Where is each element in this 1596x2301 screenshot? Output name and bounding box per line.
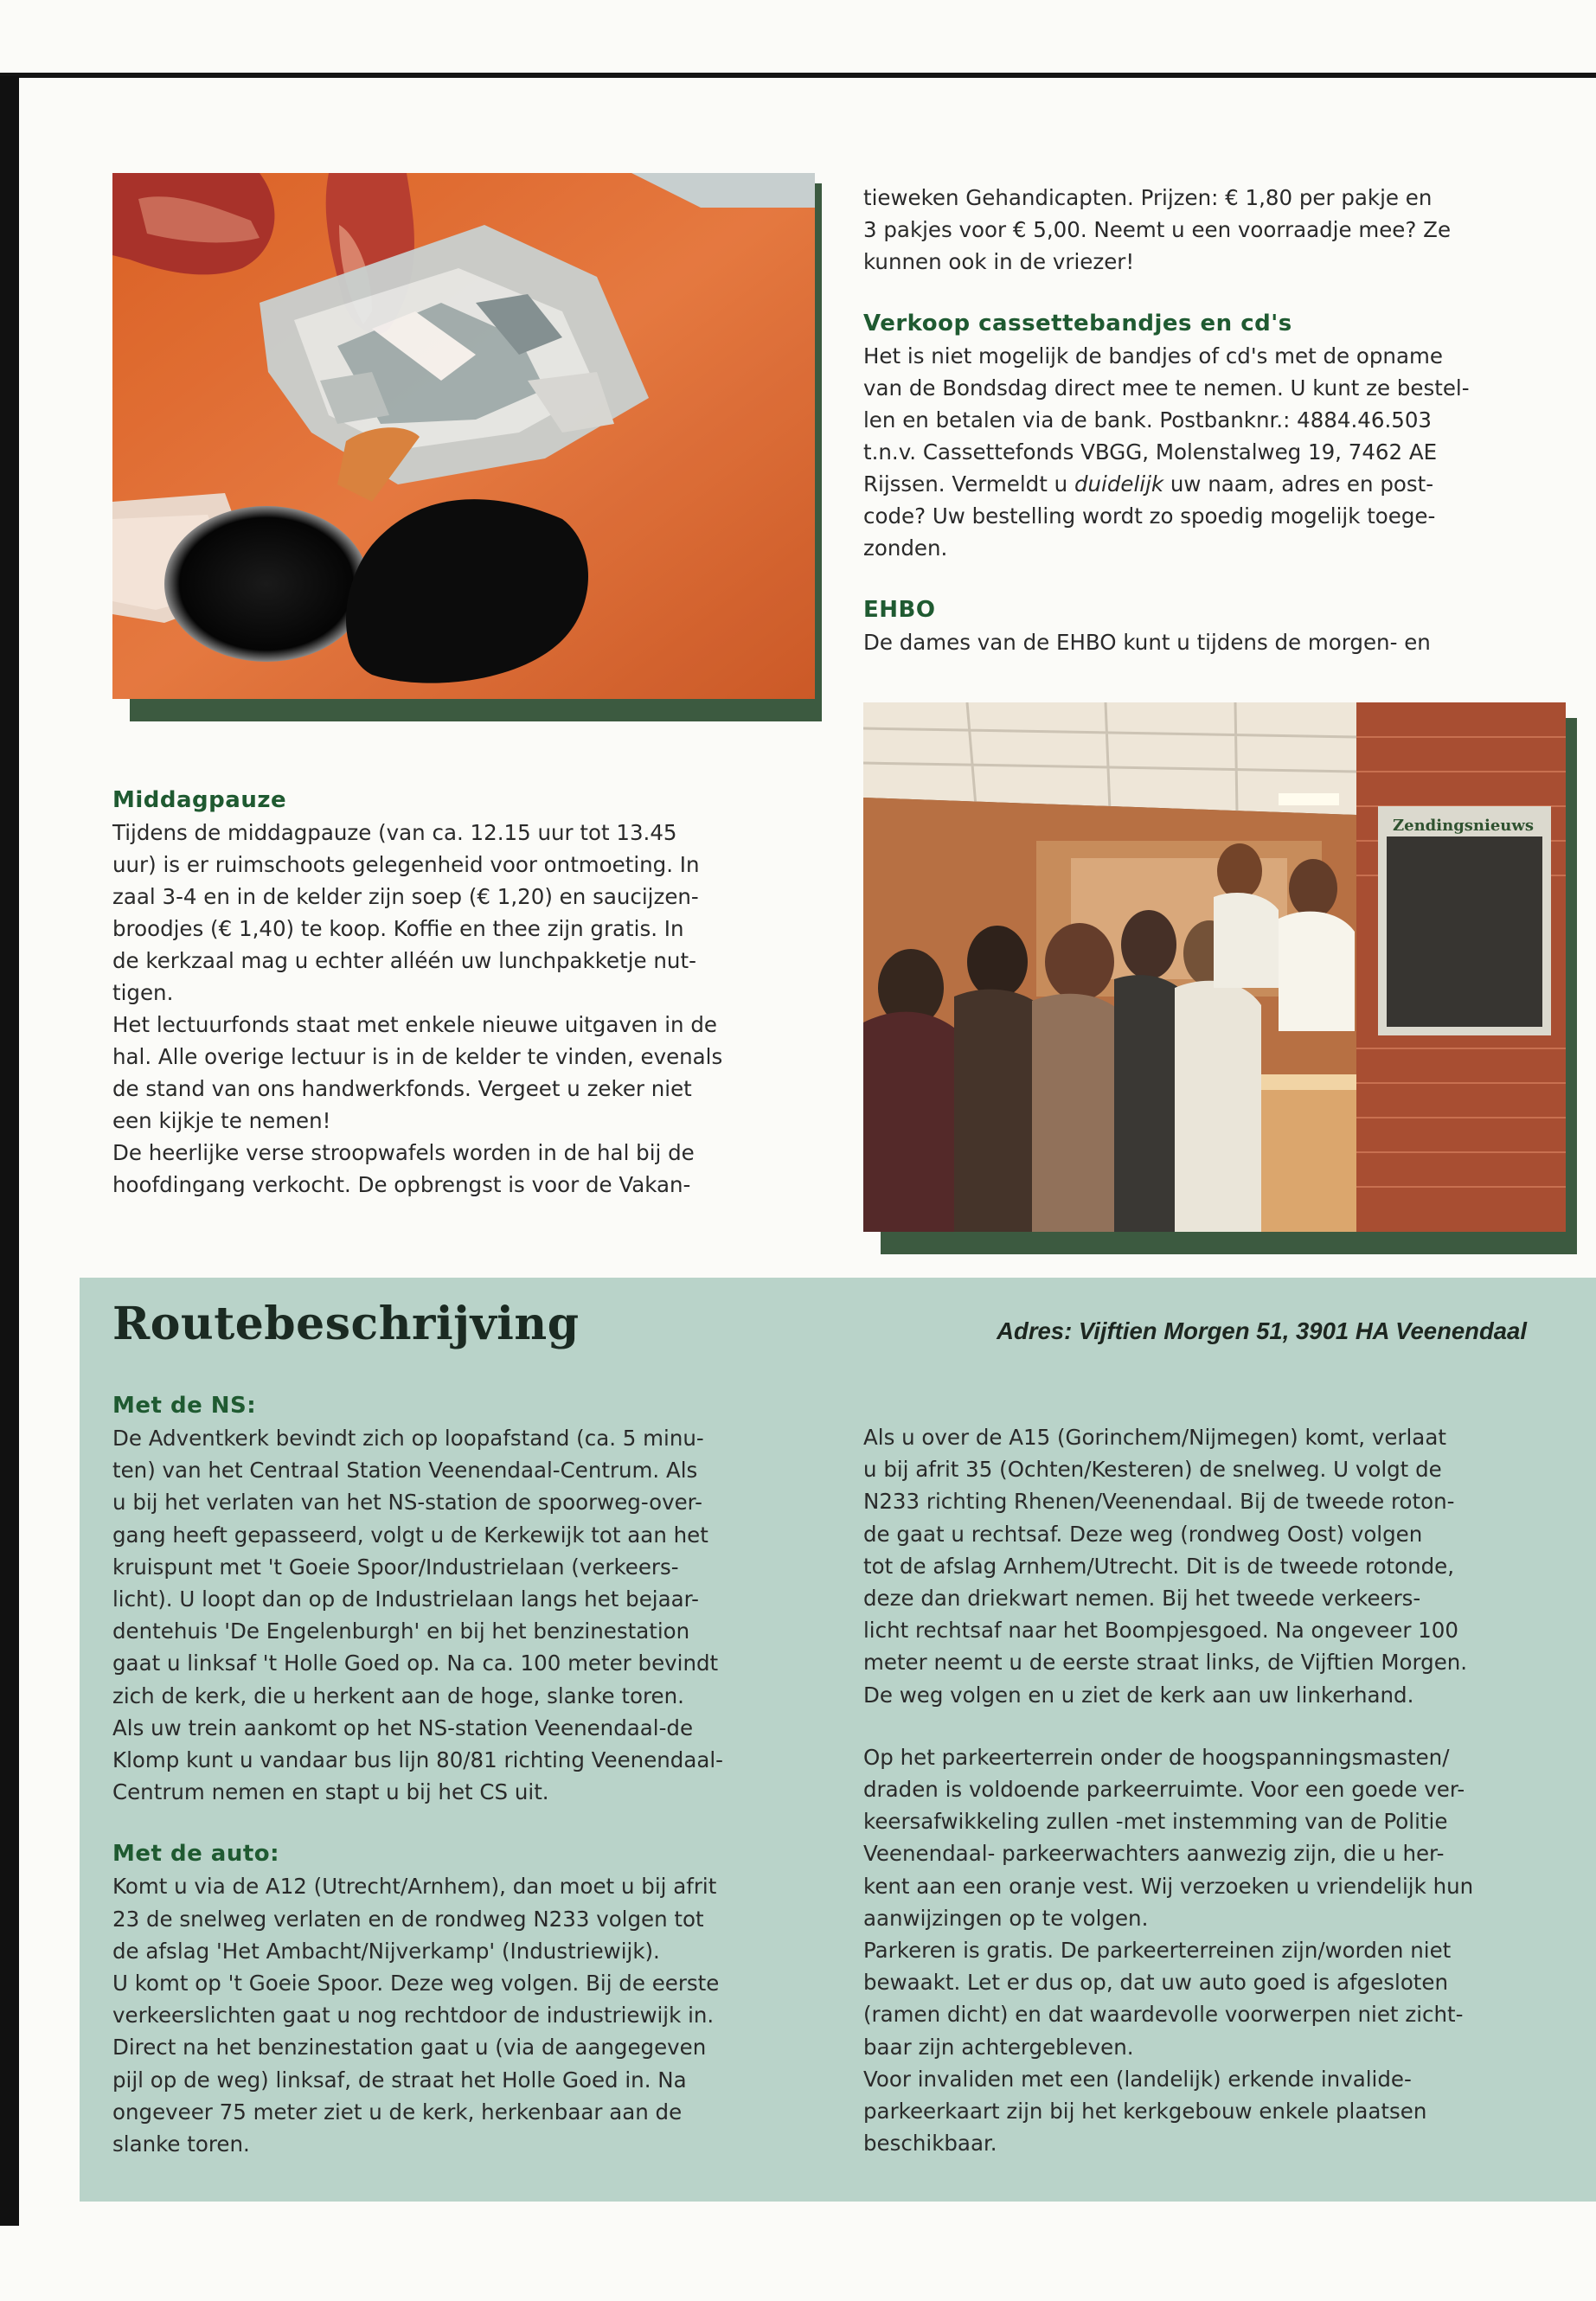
text-line: t.n.v. Cassettefonds VBGG, Molenstalweg 19, 7462 AE: [863, 439, 1438, 465]
text-line: De Adventkerk bevindt zich op loopafstand (ca. 5 minu-: [112, 1426, 704, 1451]
text-line: van de Bondsdag direct mee te nemen. U kunt ze bestel-: [863, 375, 1470, 401]
hall-photo: [863, 702, 1566, 1232]
text-span: Rijssen. Vermeldt u: [863, 471, 1074, 497]
text-line: hal. Alle overige lectuur is in de kelder te vinden, evenals: [112, 1044, 723, 1069]
cassette-heading: Verkoop cassettebandjes en cd's: [863, 311, 1292, 336]
text-line: Klomp kunt u vandaar bus lijn 80/81 richting Veenendaal-: [112, 1747, 724, 1773]
text-line: licht rechtsaf naar het Boompjesgoed. Na ongeveer 100: [863, 1618, 1458, 1644]
text-line: [863, 468, 1573, 500]
text-line: (ramen dicht) en dat waardevolle voorwerpen niet zicht-: [863, 2002, 1464, 2028]
text-line: kruispunt met 't Goeie Spoor/Industrielaan (verkeers-: [112, 1554, 679, 1580]
route-left-column: [112, 1390, 822, 2160]
route-right-column: [863, 1421, 1573, 2159]
text-line: U komt op 't Goeie Spoor. Deze weg volgen. Bij de eerste: [112, 1971, 720, 1997]
text-line: zaal 3-4 en in de kelder zijn soep (€ 1,20) en saucijzen-: [112, 884, 699, 909]
text-line: ongeveer 75 meter ziet u de kerk, herkenbaar aan de: [112, 2099, 683, 2125]
text-line: hoofdingang verkocht. De opbrengst is voor de Vakan-: [112, 1172, 691, 1197]
text-line: len en betalen via de bank. Postbanknr.: 4884.46.503: [863, 407, 1432, 433]
binding-edge: [0, 76, 19, 2226]
hall-photo-image: [863, 702, 1566, 1232]
route-title: Routebeschrijving: [112, 1298, 580, 1350]
zendingsnieuws-sign: Zendingsnieuws: [1393, 817, 1535, 835]
text-line: Als u over de A15 (Gorinchem/Nijmegen) komt, verlaat: [863, 1425, 1446, 1450]
text-line: Als uw trein aankomt op het NS-station Veenendaal-de: [112, 1715, 694, 1740]
text-line: kent aan een oranje vest. Wij verzoeken u vriendelijk hun: [863, 1873, 1474, 1899]
text-line: licht). U loopt dan op de Industrielaan langs het bejaar-: [112, 1586, 699, 1612]
text-line: Tijdens de middagpauze (van ca. 12.15 uur tot 13.45: [112, 820, 677, 845]
text-line: de kerkzaal mag u echter alléén uw lunchpakketje nut-: [112, 948, 696, 973]
emphasis-duidelijk: duidelijk: [1074, 471, 1164, 497]
text-line: tigen.: [112, 980, 174, 1005]
text-line: Centrum nemen en stapt u bij het CS uit.: [112, 1779, 549, 1805]
text-line: de afslag 'Het Ambacht/Nijverkamp' (Industriewijk).: [112, 1938, 660, 1964]
text-line: meter neemt u de eerste straat links, de Vijftien Morgen.: [863, 1650, 1468, 1676]
text-span: uw naam, adres en post-: [1163, 471, 1434, 497]
text-line: 23 de snelweg verlaten en de rondweg N233 volgen tot: [112, 1906, 704, 1932]
text-line: gaat u linksaf 't Holle Goed op. Na ca. 100 meter bevindt: [112, 1650, 719, 1676]
text-line: Veenendaal- parkeerwachters aanwezig zijn, die u her-: [863, 1841, 1445, 1867]
text-line: code? Uw bestelling wordt zo spoedig mogelijk toege-: [863, 503, 1436, 529]
text-line: De weg volgen en u ziet de kerk aan uw linkerhand.: [863, 1682, 1414, 1708]
text-line: parkeerkaart zijn bij het kerkgebouw enkele plaatsen: [863, 2099, 1427, 2125]
text-line: keersafwikkeling zullen -met instemming van de Politie: [863, 1809, 1448, 1835]
middagpauze-heading: Middagpauze: [112, 787, 287, 813]
text-line: draden is voldoende parkeerruimte. Voor een goede ver-: [863, 1777, 1465, 1803]
text-line: dentehuis 'De Engelenburgh' en bij het benzinestation: [112, 1618, 690, 1644]
route-address: Adres: Vijftien Morgen 51, 3901 HA Veenendaal: [997, 1317, 1527, 1344]
text-line: N233 richting Rhenen/Veenendaal. Bij de tweede roton-: [863, 1489, 1455, 1515]
top-rule: [0, 73, 1596, 78]
middagpauze-section: [112, 785, 822, 1201]
auto-heading: Met de auto:: [112, 1841, 280, 1868]
text-line: De heerlijke verse stroopwafels worden in de hal bij de: [112, 1140, 695, 1165]
text-line: slanke toren.: [112, 2131, 250, 2157]
text-line: De dames van de EHBO kunt u tijdens de morgen- en: [863, 630, 1431, 655]
text-line: Komt u via de A12 (Utrecht/Arnhem), dan moet u bij afrit: [112, 1874, 717, 1900]
text-line: pijl op de weg) linksaf, de straat het Holle Goed in. Na: [112, 2067, 687, 2093]
ns-heading: Met de NS:: [112, 1393, 257, 1419]
text-line: verkeerslichten gaat u nog rechtdoor de industriewijk in.: [112, 2003, 715, 2029]
text-line: u bij afrit 35 (Ochten/Kesteren) de snelweg. U volgt de: [863, 1457, 1442, 1483]
text-line: de stand van ons handwerkfonds. Vergeet u zeker niet: [112, 1076, 692, 1101]
text-line: kunnen ook in de vriezer!: [863, 249, 1135, 274]
text-line: uur) is er ruimschoots gelegenheid voor ontmoeting. In: [112, 852, 700, 877]
text-line: Het lectuurfonds staat met enkele nieuwe uitgaven in de: [112, 1012, 717, 1037]
text-line: aanwijzingen op te volgen.: [863, 1905, 1149, 1931]
text-line: de gaat u rechtsaf. Deze weg (rondweg Oost) volgen: [863, 1521, 1423, 1547]
text-line: beschikbaar.: [863, 2131, 997, 2157]
text-line: ten) van het Centraal Station Veenendaal-Centrum. Als: [112, 1458, 698, 1484]
text-line: Parkeren is gratis. De parkeerterreinen zijn/worden niet: [863, 1938, 1452, 1964]
text-line: Het is niet mogelijk de bandjes of cd's met de opname: [863, 343, 1443, 369]
right-top-column: [863, 182, 1573, 658]
text-line: broodjes (€ 1,40) te koop. Koffie en thee zijn gratis. In: [112, 916, 684, 941]
text-line: Op het parkeerterrein onder de hoogspanningsmasten/: [863, 1744, 1450, 1770]
text-line: zonden.: [863, 535, 948, 561]
text-line: gang heeft gepasseerd, volgt u de Kerkewijk tot aan het: [112, 1522, 708, 1548]
text-line: tot de afslag Arnhem/Utrecht. Dit is de tweede rotonde,: [863, 1553, 1455, 1579]
text-line: bewaakt. Let er dus op, dat uw auto goed is afgesloten: [863, 1970, 1449, 1996]
money-photo-image: [112, 173, 815, 699]
text-line: baar zijn achtergebleven.: [863, 2034, 1134, 2060]
text-line: deze dan driekwart nemen. Bij het tweede verkeers-: [863, 1586, 1421, 1612]
text-line: tieweken Gehandicapten. Prijzen: € 1,80 per pakje en: [863, 185, 1433, 210]
ehbo-heading: EHBO: [863, 597, 936, 623]
money-photo: [112, 173, 815, 699]
text-line: zich de kerk, die u herkent aan de hoge, slanke toren.: [112, 1682, 684, 1708]
text-line: u bij het verlaten van het NS-station de spoorweg-over-: [112, 1490, 703, 1516]
text-line: 3 pakjes voor € 5,00. Neemt u een voorraadje mee? Ze: [863, 217, 1452, 242]
text-line: Voor invaliden met een (landelijk) erkende invalide-: [863, 2066, 1412, 2092]
text-line: Direct na het benzinestation gaat u (via de aangegeven: [112, 2035, 707, 2061]
text-line: een kijkje te nemen!: [112, 1108, 331, 1133]
